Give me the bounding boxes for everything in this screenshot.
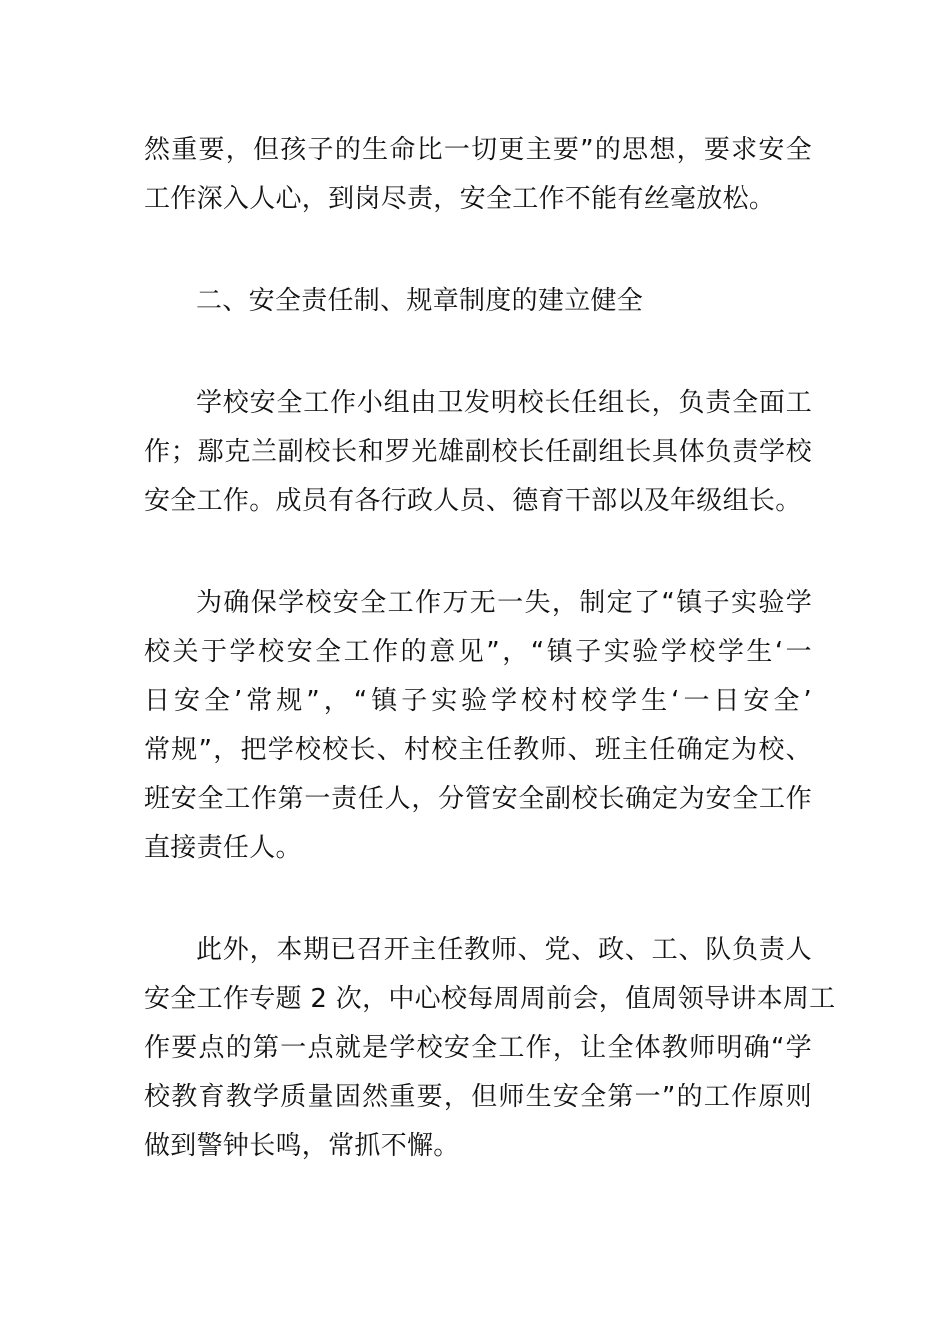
section-heading: 二、安全责任制、规章制度的建立健全 xyxy=(196,286,644,316)
paragraph-safety-group xyxy=(144,379,812,526)
text-line: 学校安全工作小组由卫发明校长任组长，负责全面工 xyxy=(196,388,812,418)
paragraph-continuation xyxy=(144,126,812,224)
text-line: 工作深入人心，到岗尽责，安全工作不能有丝毫放松。 xyxy=(144,184,776,214)
text-line: 常规”，把学校校长、村校主任教师、班主任确定为校、 xyxy=(144,735,812,765)
text-line: 然重要，但孩子的生命比一切更主要”的思想，要求安全 xyxy=(144,135,812,165)
text-line: 作要点的第一点就是学校安全工作，让全体教师明确“学 xyxy=(144,1033,812,1063)
text-line: 校关于学校安全工作的意见”，“镇子实验学校学生‘一 xyxy=(144,637,812,667)
text-line: 此外，本期已召开主任教师、党、政、工、队负责人 xyxy=(196,935,812,965)
text-line: 安全工作专题 2 次，中心校每周周前会，值周领导讲本周工 xyxy=(144,984,836,1014)
text-line: 班安全工作第一责任人，分管安全副校长确定为安全工作 xyxy=(144,784,812,814)
text-line: 校教育教学质量固然重要，但师生安全第一”的工作原则 xyxy=(144,1082,812,1112)
text-line: 日安全’常规”，“镇子实验学校村校学生‘一日安全’ xyxy=(144,686,812,716)
paragraph-regulations xyxy=(144,579,812,873)
document-body xyxy=(144,126,836,1224)
text-line: 做到警钟长鸣，常抓不懈。 xyxy=(144,1131,460,1161)
text-line: 作；鄢克兰副校长和罗光雄副校长任副组长具体负责学校 xyxy=(144,437,812,467)
text-line: 直接责任人。 xyxy=(144,833,302,863)
text-line: 安全工作。成员有各行政人员、德育干部以及年级组长。 xyxy=(144,486,802,516)
paragraph-meetings xyxy=(144,926,836,1171)
text-line: 为确保学校安全工作万无一失，制定了“镇子实验学 xyxy=(196,588,812,618)
